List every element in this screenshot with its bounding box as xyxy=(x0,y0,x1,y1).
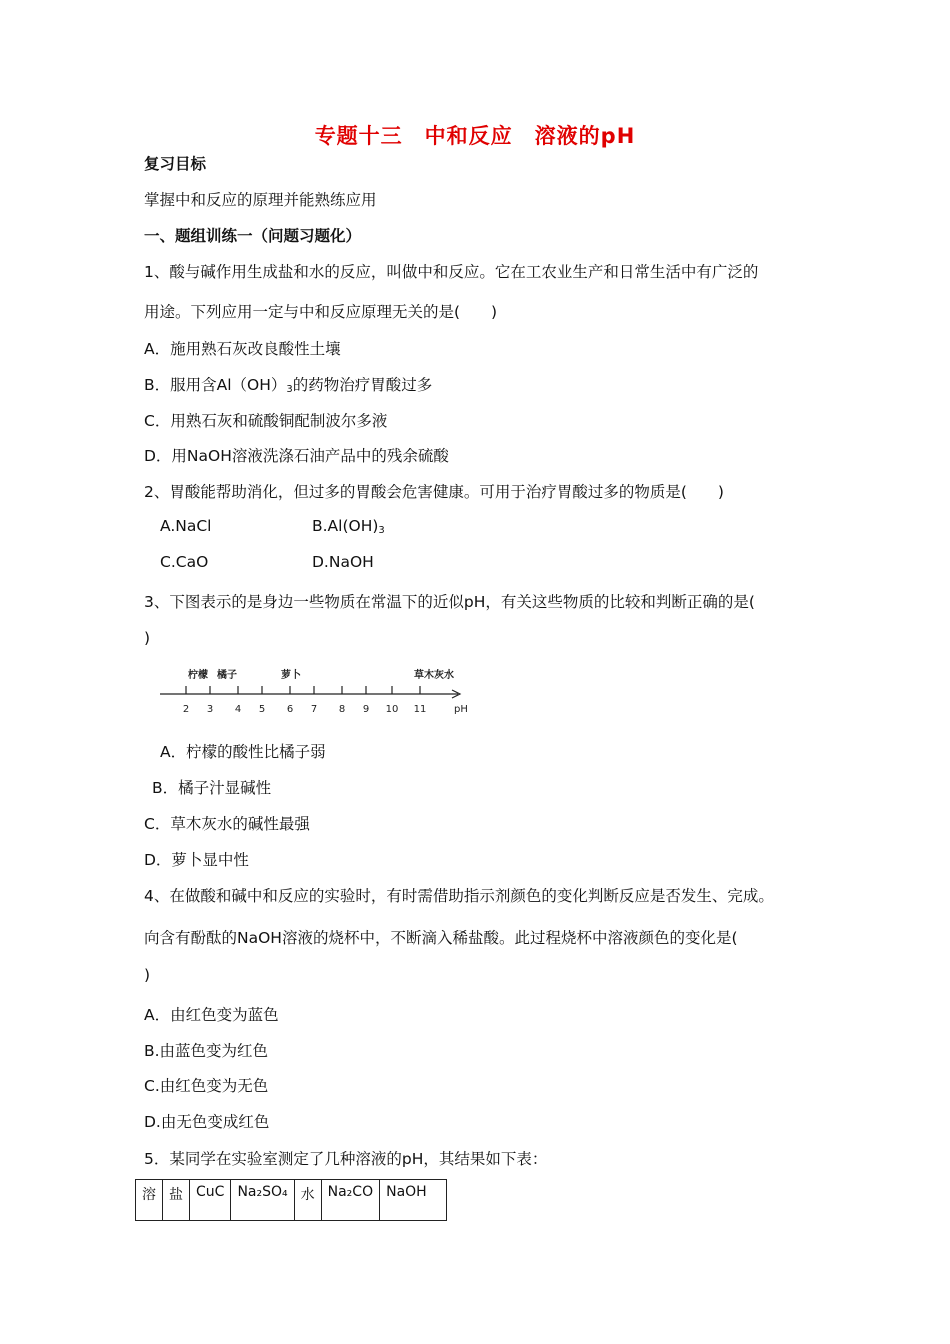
q4-stem-line1: 4、在做酸和碱中和反应的实验时，有时需借助指示剂颜色的变化判断反应是否发生、完成。 xyxy=(144,887,774,905)
q1-option-d: D．用NaOH溶液洗涤石油产品中的残余硫酸 xyxy=(144,447,449,465)
table-cell: Na₂CO xyxy=(321,1180,379,1221)
scale-tick-label: 2 xyxy=(182,704,190,715)
q3-option-c: C．草木灰水的碱性最强 xyxy=(144,815,310,833)
scale-tick-label: 10 xyxy=(385,704,399,715)
page-title: 专题十三 中和反应 溶液的pH xyxy=(314,124,636,148)
q2-option-a: A.NaCl xyxy=(160,517,212,535)
q4-option-a: A．由红色变为蓝色 xyxy=(144,1006,279,1024)
scale-label-radish: 萝卜 xyxy=(281,670,301,681)
table-cell: 溶 xyxy=(136,1180,163,1221)
table-cell: 水 xyxy=(294,1180,321,1221)
q4-stem-line2: 向含有酚酞的NaOH溶液的烧杯中，不断滴入稀盐酸。此过程烧杯中溶液颜色的变化是( xyxy=(144,929,738,947)
scale-ticks xyxy=(183,686,427,715)
q5-stem: 5．某同学在实验室测定了几种溶液的pH，其结果如下表： xyxy=(144,1150,548,1168)
scale-tick-label: 9 xyxy=(362,704,370,715)
q1-stem-line2: 用途。下列应用一定与中和反应原理无关的是( ) xyxy=(144,303,498,321)
table-row xyxy=(136,1180,447,1221)
ph-results-table xyxy=(135,1179,447,1221)
q3-stem-line1: 3、下图表示的是身边一些物质在常温下的近似pH，有关这些物质的比较和判断正确的是( xyxy=(144,593,755,611)
ph-scale-diagram xyxy=(158,662,478,722)
scale-label-ash-water: 草木灰水 xyxy=(414,670,454,681)
q3-option-b: B．橘子汁显碱性 xyxy=(152,779,272,797)
table-cell: CuC xyxy=(190,1180,231,1221)
scale-unit: pH xyxy=(454,704,468,715)
q2-option-b xyxy=(312,517,385,536)
table-cell: 盐 xyxy=(163,1180,190,1221)
q1-option-b xyxy=(144,373,432,395)
q4-stem-line3: ) xyxy=(144,966,151,984)
review-heading: 复习目标 xyxy=(144,155,207,173)
q1-option-c: C．用熟石灰和硫酸铜配制波尔多液 xyxy=(144,412,388,430)
q2-option-d: D.NaOH xyxy=(312,553,374,571)
q1-option-a: A．施用熟石灰改良酸性土壤 xyxy=(144,340,341,358)
scale-tick-label: 7 xyxy=(310,704,318,715)
q1-option-b-post: 的药物治疗胃酸过多 xyxy=(292,376,433,394)
scale-tick-label: 11 xyxy=(413,704,427,715)
review-goal: 掌握中和反应的原理并能熟练应用 xyxy=(144,191,377,209)
q1-stem-line1: 1、酸与碱作用生成盐和水的反应，叫做中和反应。它在工农业生产和日常生活中有广泛的 xyxy=(144,263,759,281)
q2-option-b-pre: B.Al(OH) xyxy=(312,517,379,535)
q4-option-b: B.由蓝色变为红色 xyxy=(144,1042,269,1060)
q2-stem: 2、胃酸能帮助消化，但过多的胃酸会危害健康。可用于治疗胃酸过多的物质是( ) xyxy=(144,483,724,501)
q3-option-a: A．柠檬的酸性比橘子弱 xyxy=(160,743,326,761)
scale-tick-label: 3 xyxy=(206,704,214,715)
q3-option-d: D．萝卜显中性 xyxy=(144,851,249,869)
scale-label-lemon: 柠檬 xyxy=(188,670,208,681)
scale-tick-label: 6 xyxy=(286,704,294,715)
table-cell: NaOH xyxy=(380,1180,447,1221)
q3-stem-line2: ) xyxy=(144,629,151,647)
q4-option-d: D.由无色变成红色 xyxy=(144,1113,270,1131)
q1-option-b-pre: B．服用含Al（OH） xyxy=(144,376,287,394)
scale-tick-label: 4 xyxy=(234,704,242,715)
q2-option-b-sub: 3 xyxy=(378,525,385,536)
scale-tick-label: 8 xyxy=(338,704,346,715)
q1-option-b-sub: 3 xyxy=(286,384,293,395)
table-cell: Na₂SO₄ xyxy=(231,1180,294,1221)
scale-tick-label: 5 xyxy=(258,704,266,715)
q4-option-c: C.由红色变为无色 xyxy=(144,1077,269,1095)
scale-label-orange: 橘子 xyxy=(217,670,237,681)
section-heading: 一、题组训练一（问题习题化） xyxy=(144,227,362,245)
q2-option-c: C.CaO xyxy=(160,553,209,571)
